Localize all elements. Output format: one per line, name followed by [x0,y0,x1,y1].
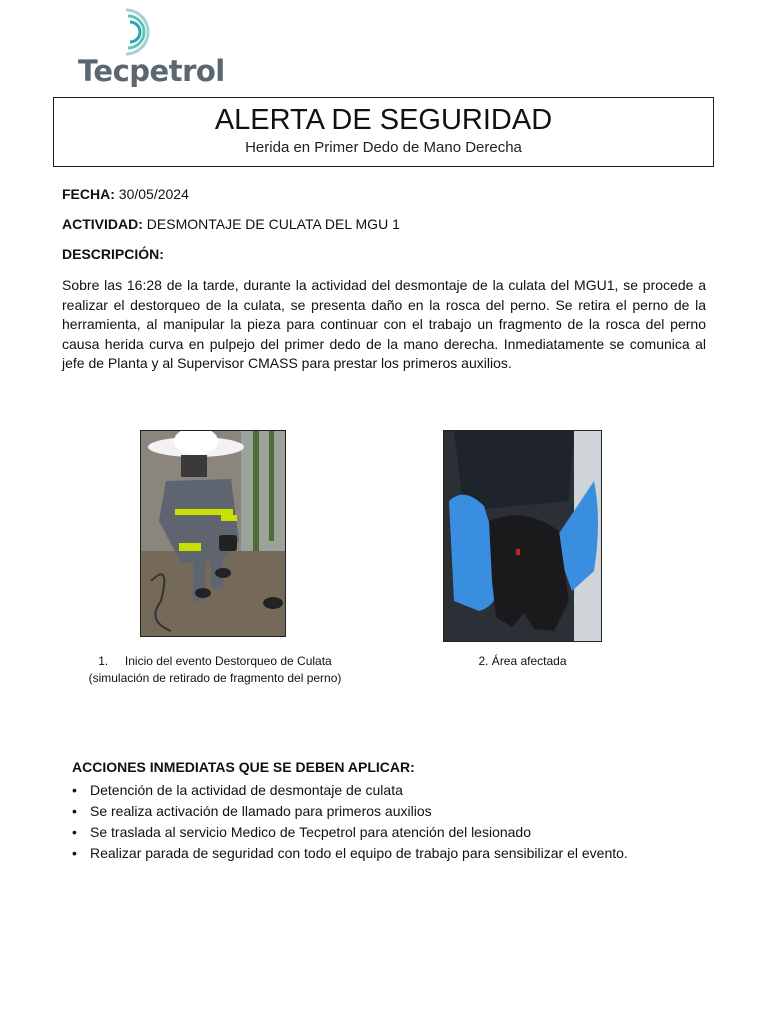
fecha-value: 30/05/2024 [118,186,189,202]
photo-affected-area [443,430,602,642]
bullet: • [72,845,77,861]
list-item [72,822,628,843]
description-text: Sobre las 16:28 de la tarde, durante la actividad del desmontaje de la culata del MGU1, se procede a realizar el destorqueo de la culata, se presenta daño en la rosca del perno. Se retira el perno de la herramienta, al manipular la pieza para continuar con el trabajo un fragmento de la rosca del perno causa herida curva en pulpejo del primer dedo de la mano derecha. Inmediatamente se comunica al jefe de Planta y al Supervisor CMASS para prestar los primeros auxilios. [62,277,706,371]
actividad-label: ACTIVIDAD: [62,216,143,232]
descripcion-field [62,246,164,262]
fecha-label: FECHA: [62,186,115,202]
list-item [72,801,628,822]
page-title: ALERTA DE SEGURIDAD [214,104,553,136]
photo-event-simulation [140,430,286,637]
bullet: • [72,824,77,840]
actions-title: ACCIONES INMEDIATAS QUE SE DEBEN APLICAR: [72,759,415,775]
list-item [72,843,628,864]
gloved-hands-illustration [444,431,602,642]
actividad-field [62,216,400,232]
actividad-value: DESMONTAJE DE CULATA DEL MGU 1 [146,216,400,232]
action-text: Se traslada al servicio Medico de Tecpetrol para atención del lesionado [90,824,532,840]
photo-caption-2: 2. Área afectada [478,654,567,668]
alert-title-box [53,97,714,167]
action-text: Se realiza activación de llamado para primeros auxilios [90,803,432,819]
action-text: Detención de la actividad de desmontaje de culata [90,782,403,798]
photo-caption-1-line1: 1. Inicio del evento Destorqueo de Culata [98,654,332,668]
tecpetrol-logo-icon [122,8,156,56]
bullet: • [72,782,77,798]
fecha-field [62,186,189,202]
tecpetrol-logo [78,8,225,88]
photo-caption-1-line2: (simulación de retirado de fragmento del perno) [88,671,342,685]
worker-photo-illustration [141,431,286,637]
logo-text: Tecpetrol [78,54,225,88]
list-item [72,780,628,801]
page-subtitle: Herida en Primer Dedo de Mano Derecha [245,139,522,156]
action-text: Realizar parada de seguridad con todo el equipo de trabajo para sensibilizar el evento. [90,845,628,861]
descripcion-label: DESCRIPCIÓN: [62,246,164,262]
photo-caption-1 [80,653,350,687]
bullet: • [72,803,77,819]
actions-list [72,780,628,864]
